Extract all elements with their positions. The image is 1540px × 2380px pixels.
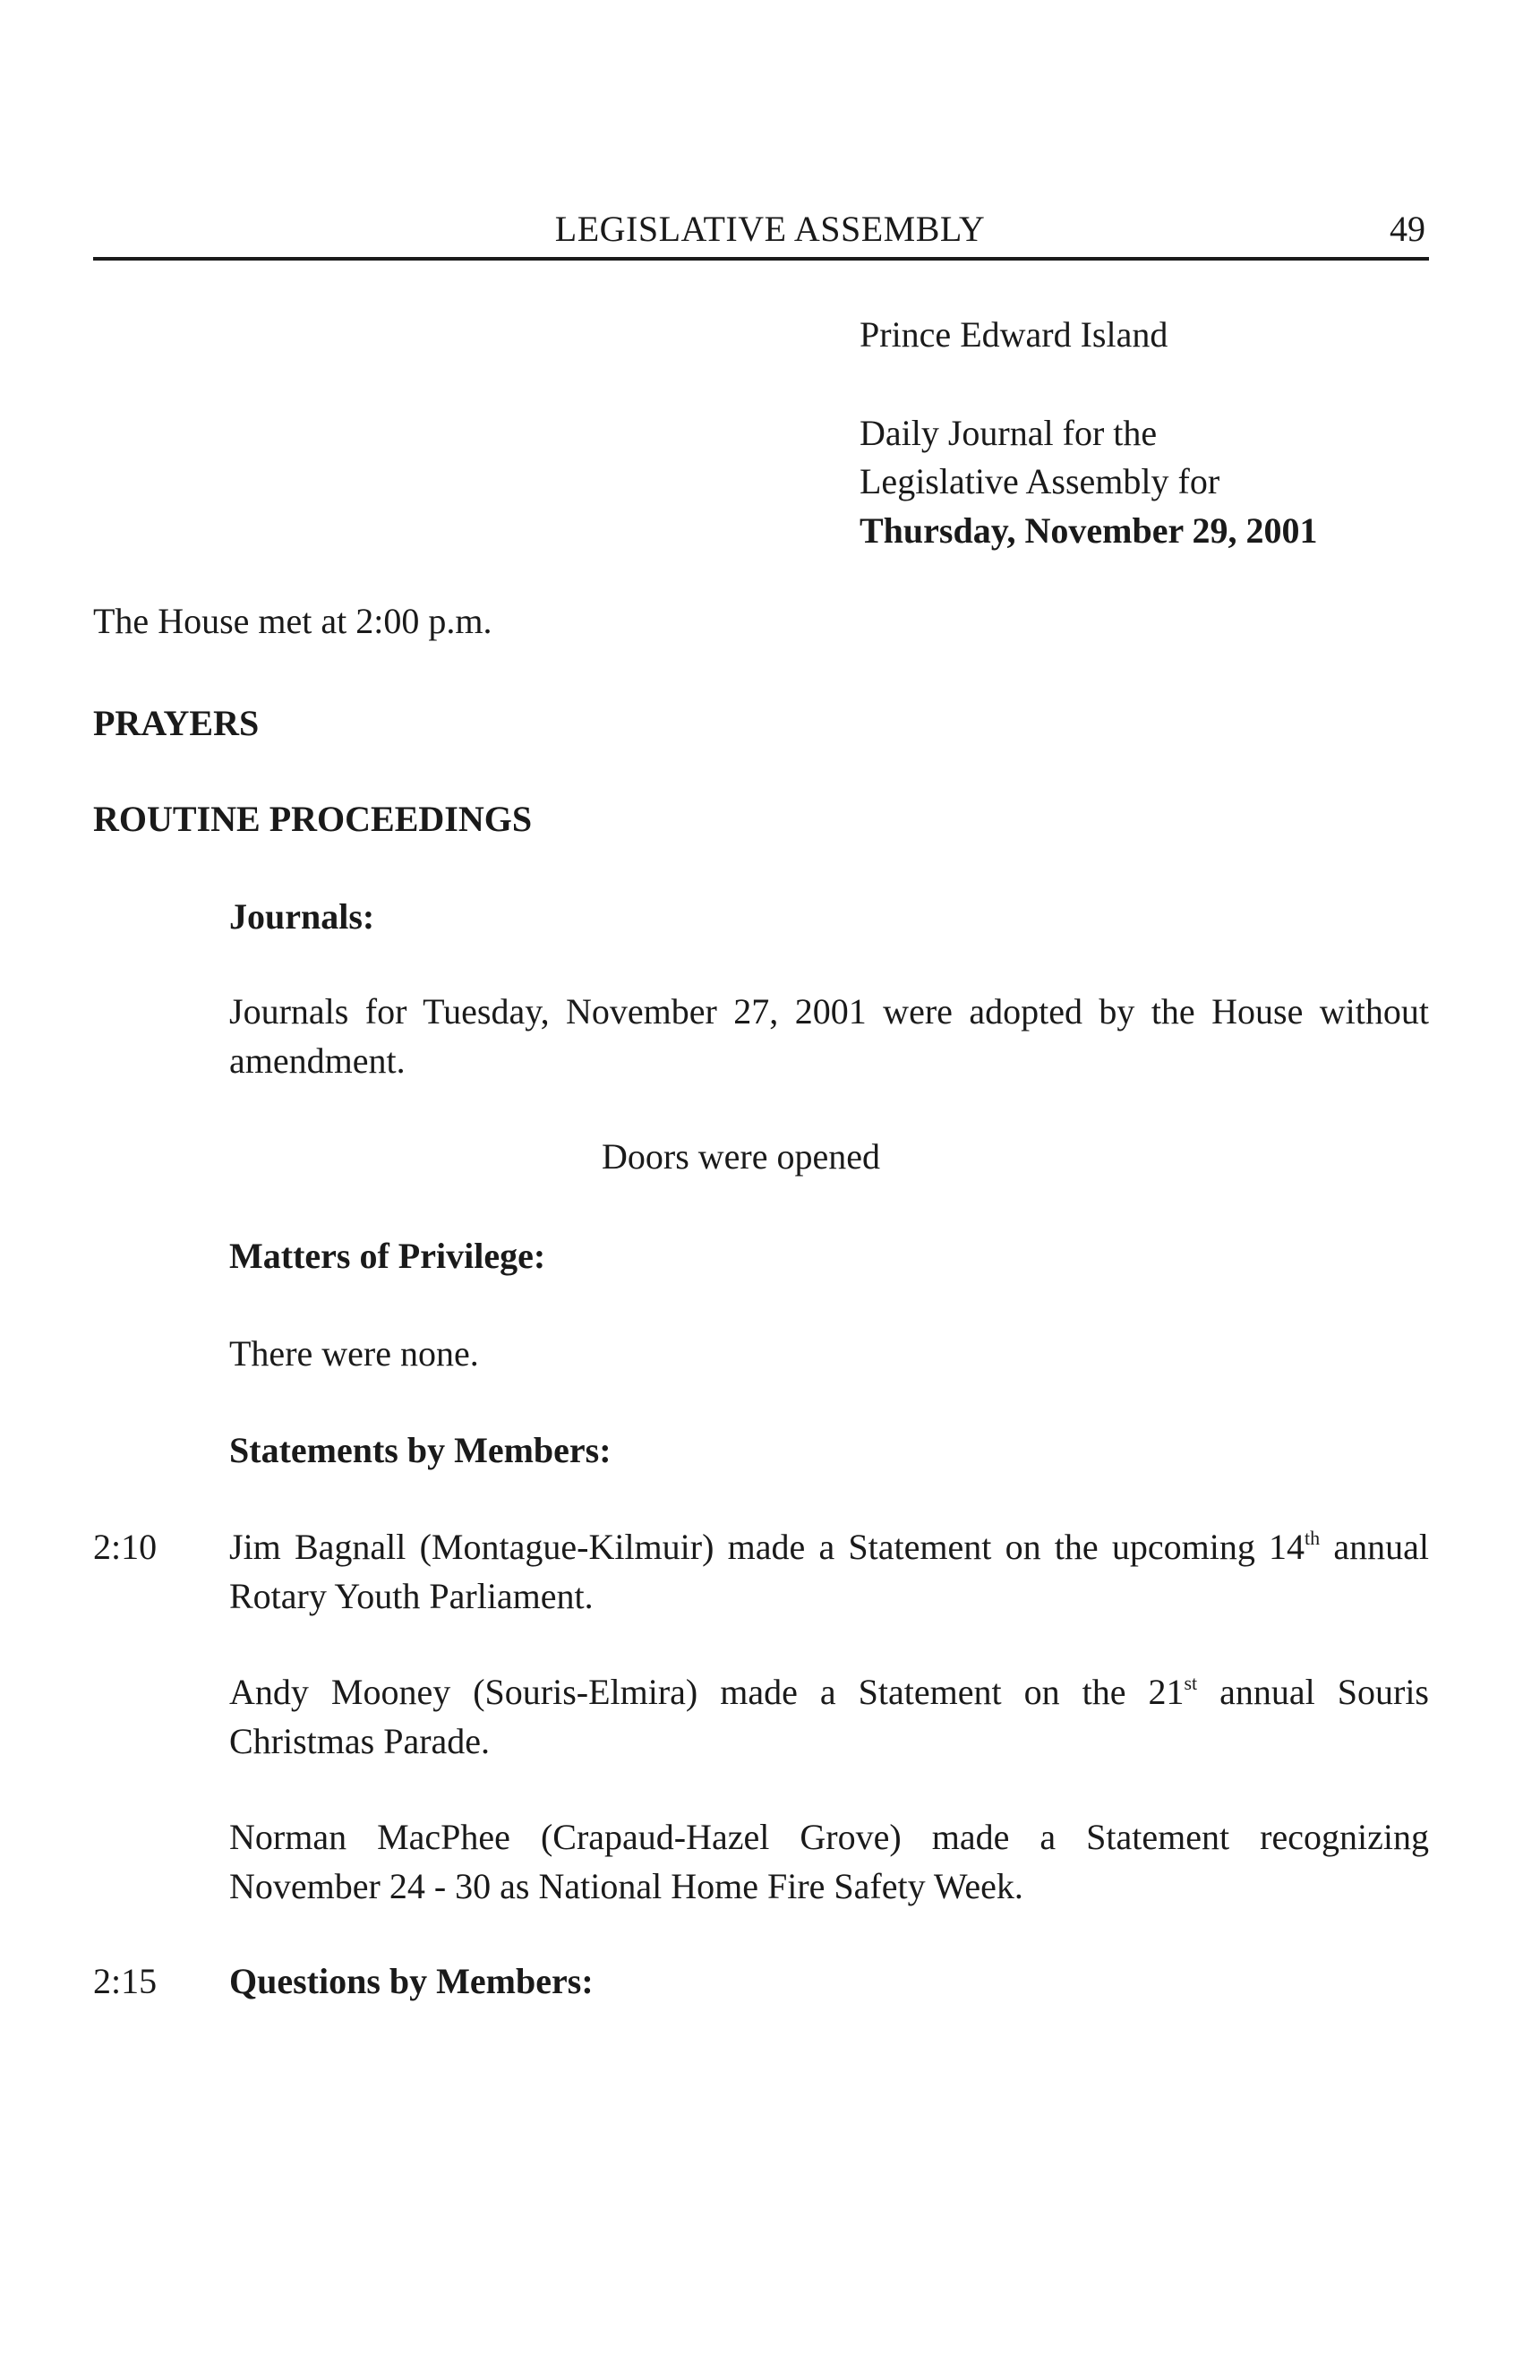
ordinal-suffix: st (1184, 1672, 1198, 1694)
journals-text: Journals for Tuesday, November 27, 2001 were adopted by the House without amendment. (229, 991, 1429, 1081)
statements-time: 2:10 (93, 1527, 158, 1567)
statement-paragraph (229, 1522, 1429, 1621)
matters-of-privilege-text: There were none. (229, 1333, 479, 1374)
statement-text: Norman MacPhee (Crapaud-Hazel Grove) made a Statement recognizing November 24 - 30 as National Home Fire Safety Week. (229, 1817, 1429, 1906)
page-number: 49 (1390, 209, 1425, 249)
matters-of-privilege-heading: Matters of Privilege: (229, 1236, 546, 1276)
journal-title-line-2: Legislative Assembly for (860, 461, 1220, 501)
routine-proceedings-heading: ROUTINE PROCEEDINGS (93, 799, 533, 839)
statement-paragraph (229, 1667, 1429, 1766)
journal-date: Thursday, November 29, 2001 (860, 510, 1318, 551)
province-name: Prince Edward Island (860, 314, 1168, 355)
house-met-line: The House met at 2:00 p.m. (93, 601, 492, 641)
statement-text-end: annual Souris Christmas Parade. (229, 1672, 1430, 1761)
questions-by-members-heading: Questions by Members: (229, 1961, 594, 2001)
doors-opened-line: Doors were opened (602, 1136, 880, 1177)
statement-text-end: annual Rotary Youth Parliament. (229, 1527, 1429, 1616)
ordinal-suffix: th (1305, 1527, 1321, 1549)
statement-paragraph (229, 1812, 1429, 1911)
journals-heading: Journals: (229, 896, 375, 937)
prayers-heading: PRAYERS (93, 703, 260, 743)
questions-time: 2:15 (93, 1961, 158, 2001)
running-header-title: LEGISLATIVE ASSEMBLY (554, 209, 986, 249)
statement-text: Andy Mooney (Souris-Elmira) made a Statement on the 21 (229, 1672, 1185, 1712)
journal-title-line-1: Daily Journal for the (860, 413, 1158, 453)
statement-text: Jim Bagnall (Montague-Kilmuir) made a Statement on the upcoming 14 (229, 1527, 1305, 1567)
header-rule (93, 257, 1429, 261)
statements-by-members-heading: Statements by Members: (229, 1430, 612, 1470)
